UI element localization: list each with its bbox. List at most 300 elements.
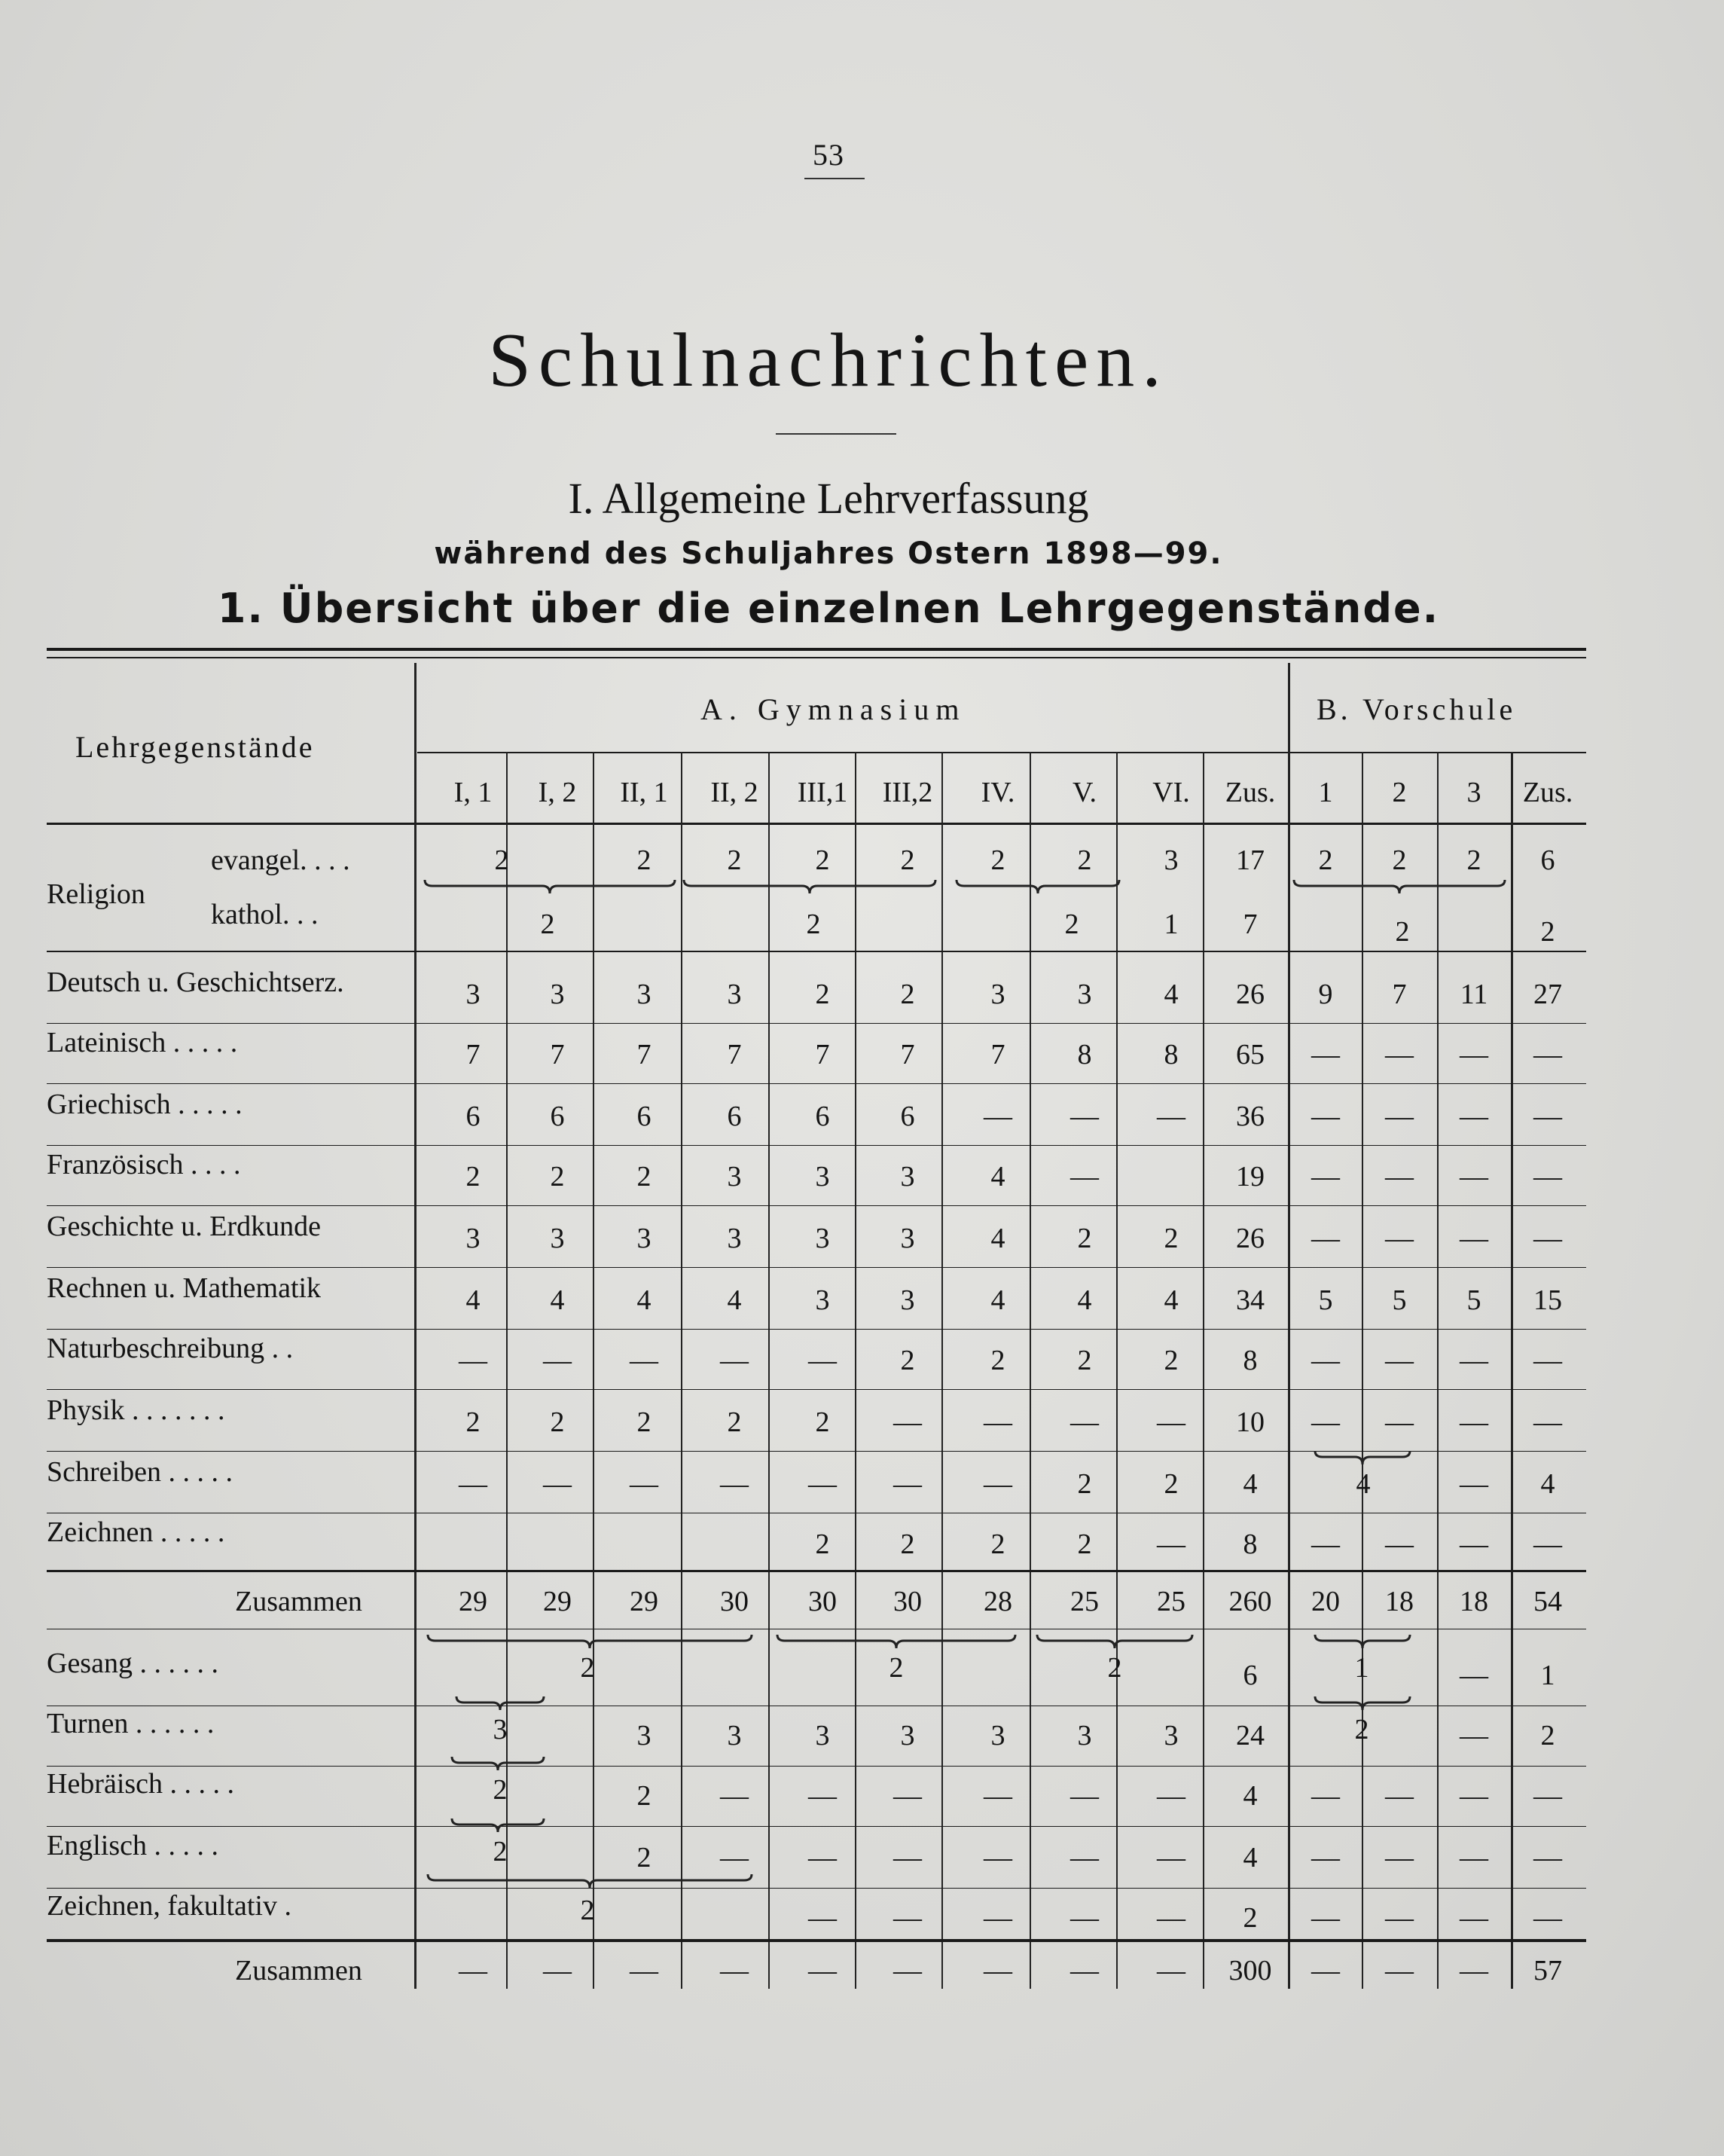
table-cell: — (808, 1842, 837, 1874)
table-cell: — (1311, 1902, 1340, 1934)
table-cell: 7 (1392, 979, 1407, 1010)
zusammen-cell: 18 (1460, 1586, 1488, 1617)
table-cell: 3 (550, 979, 565, 1010)
table-cell: — (543, 1468, 572, 1500)
column-header: 2 (1392, 777, 1407, 808)
table-cell: 6 (636, 1101, 651, 1132)
table-cell: 1 (1540, 1660, 1555, 1691)
brace-icon (426, 1873, 753, 1889)
table-cell: — (1460, 1902, 1488, 1934)
row-label: Naturbeschreibung . . (47, 1333, 294, 1364)
group-b-header: B. Vorschule (1317, 692, 1517, 726)
religion-label: Religion (47, 878, 145, 910)
table-cell: 2 (1077, 1528, 1092, 1560)
zusammen-cell: — (630, 1955, 658, 1987)
table-cell: — (1460, 1660, 1488, 1691)
table-cell: 3 (636, 979, 651, 1010)
turnen-combined-cell: 3 (493, 1714, 508, 1745)
table-cell: 3 (636, 1223, 651, 1254)
table-cell: — (1533, 1161, 1562, 1193)
row-label: Physik . . . . . . . (47, 1394, 225, 1426)
table-cell: 8 (1164, 1039, 1179, 1070)
subsection-title: 1. Übersicht über die einzelnen Lehrgegenstände. (217, 585, 1440, 632)
religion-evangel-cell: 2 (727, 844, 742, 876)
table-cell: 2 (550, 1406, 565, 1438)
row-label: Französisch . . . . (47, 1149, 241, 1180)
table-cell: — (1460, 1842, 1488, 1874)
hebraeisch-combined-cell: 2 (493, 1774, 508, 1806)
table-cell: — (1385, 1101, 1414, 1132)
table-cell: 6 (900, 1101, 915, 1132)
column-line (593, 752, 594, 1989)
table-cell: 26 (1236, 979, 1265, 1010)
table-cell: 8 (1243, 1345, 1258, 1376)
table-cell: 27 (1533, 979, 1562, 1010)
gesang-combined-cell: 1 (1354, 1652, 1369, 1684)
brace-icon (1314, 1449, 1411, 1466)
religion-kathol-cell: 7 (1243, 909, 1258, 940)
table-cell: 2 (1164, 1468, 1179, 1500)
column-line (1511, 752, 1513, 1989)
religion-evangel-cell: 2 (815, 844, 830, 876)
table-cell: — (984, 1780, 1012, 1812)
religion-kathol-cell: 2 (1540, 916, 1555, 948)
table-cell: — (893, 1406, 922, 1438)
table-cell: 2 (815, 1406, 830, 1438)
table-cell: 6 (550, 1101, 565, 1132)
table-cell: 3 (727, 1161, 742, 1193)
table-cell: — (1460, 1720, 1488, 1751)
table-cell: 2 (900, 1528, 915, 1560)
religion-kathol-label: kathol. . . (211, 899, 319, 930)
table-cell: — (1157, 1842, 1185, 1874)
table-cell: 65 (1236, 1039, 1265, 1070)
row-label: Englisch . . . . . (47, 1830, 218, 1861)
table-cell: — (1385, 1039, 1414, 1070)
table-cell: 26 (1236, 1223, 1265, 1254)
table-cell: 2 (1540, 1720, 1555, 1751)
table-cell: 2 (990, 1345, 1005, 1376)
table-cell: — (893, 1842, 922, 1874)
table-cell: 4 (1243, 1468, 1258, 1500)
table-cell: — (1385, 1345, 1414, 1376)
final-zusammen-rule (47, 1939, 1586, 1942)
englisch-combined-cell: 2 (493, 1836, 508, 1867)
table-cell: — (984, 1468, 1012, 1500)
row-rule (47, 1267, 1586, 1268)
gesang-combined-cell: 2 (1107, 1652, 1122, 1684)
brace-icon (1292, 878, 1506, 895)
column-header: VI. (1152, 777, 1190, 808)
table-cell: 7 (990, 1039, 1005, 1070)
table-cell: 4 (465, 1284, 481, 1316)
subject-header: Lehrgegenstände (75, 730, 315, 764)
table-cell: 2 (636, 1780, 651, 1812)
table-cell: — (1385, 1842, 1414, 1874)
religion-kathol-cell: 1 (1164, 909, 1179, 940)
table-cell: — (1385, 1780, 1414, 1812)
table-cell: 2 (465, 1161, 481, 1193)
row-rule (47, 1826, 1586, 1827)
turnen-combined-cell: 2 (1354, 1714, 1369, 1745)
table-cell: 3 (900, 1720, 915, 1751)
religion-evangel-cell: 6 (1540, 844, 1555, 876)
table-cell: — (1070, 1842, 1099, 1874)
table-cell: 6 (1243, 1660, 1258, 1691)
table-cell: 3 (815, 1223, 830, 1254)
table-cell: 3 (1164, 1720, 1179, 1751)
table-cell: 7 (465, 1039, 481, 1070)
table-cell: — (808, 1780, 837, 1812)
brace-icon (450, 1755, 545, 1772)
zusammen-cell: — (1070, 1955, 1099, 1987)
table-cell: — (893, 1780, 922, 1812)
brace-icon (955, 878, 1121, 895)
table-cell: 3 (815, 1720, 830, 1751)
table-cell: 36 (1236, 1101, 1265, 1132)
table-cell: 3 (900, 1284, 915, 1316)
table-cell: — (1157, 1406, 1185, 1438)
column-line (1030, 752, 1031, 1989)
column-header: 1 (1318, 777, 1333, 808)
table-cell: — (1385, 1223, 1414, 1254)
group-separator-line (1288, 663, 1290, 752)
table-cell: — (1460, 1101, 1488, 1132)
table-cell: 2 (1077, 1468, 1092, 1500)
table-cell: 6 (727, 1101, 742, 1132)
table-cell: — (893, 1902, 922, 1934)
section-subtitle: während des Schuljahres Ostern 1898—99. (434, 536, 1223, 571)
zusammen-label: Zusammen (235, 1955, 362, 1987)
brace-icon (1314, 1633, 1411, 1650)
column-header: I, 1 (453, 777, 493, 808)
zusammen-rule (47, 1570, 1586, 1572)
table-cell: 6 (815, 1101, 830, 1132)
column-header: II, 1 (620, 777, 668, 808)
document-title: Schulnachrichten. (488, 318, 1169, 403)
table-cell: 24 (1236, 1720, 1265, 1751)
table-cell: 4 (1540, 1468, 1555, 1500)
table-cell: 7 (900, 1039, 915, 1070)
table-cell: 4 (1243, 1842, 1258, 1874)
table-cell: 5 (1318, 1284, 1333, 1316)
table-cell: 4 (1077, 1284, 1092, 1316)
zusammen-cell: 30 (720, 1586, 749, 1617)
table-cell: 3 (815, 1284, 830, 1316)
row-rule (47, 1329, 1586, 1330)
table-cell: 15 (1533, 1284, 1562, 1316)
table-cell: 2 (990, 1528, 1005, 1560)
table-cell: — (1311, 1039, 1340, 1070)
table-cell: — (1311, 1780, 1340, 1812)
table-cell: — (984, 1902, 1012, 1934)
table-cell: — (1460, 1406, 1488, 1438)
column-header: I, 2 (538, 777, 577, 808)
brace-icon (423, 878, 676, 895)
table-cell: 4 (1164, 1284, 1179, 1316)
table-cell: — (1070, 1780, 1099, 1812)
brace-icon (776, 1633, 1017, 1650)
table-cell: 7 (815, 1039, 830, 1070)
column-line (768, 752, 770, 1989)
table-top-rule (47, 648, 1586, 651)
table-cell: — (1460, 1039, 1488, 1070)
table-cell: 4 (636, 1284, 651, 1316)
religion-evangel-cell: 2 (1466, 844, 1481, 876)
brace-icon (682, 878, 937, 895)
table-cell: 3 (990, 979, 1005, 1010)
table-cell: 3 (900, 1161, 915, 1193)
table-cell: — (984, 1101, 1012, 1132)
table-cell: — (720, 1345, 749, 1376)
table-cell: — (1460, 1161, 1488, 1193)
table-cell: — (1533, 1223, 1562, 1254)
religion-kathol-cell: 2 (1395, 916, 1410, 948)
table-cell: — (1311, 1345, 1340, 1376)
table-cell: 3 (636, 1720, 651, 1751)
zusammen-cell: — (1460, 1955, 1488, 1987)
table-cell: 3 (465, 979, 481, 1010)
column-header: III,2 (882, 777, 933, 808)
table-top-rule-thin (47, 657, 1586, 658)
row-label: Gesang . . . . . . (47, 1648, 218, 1679)
column-line (681, 752, 682, 1989)
table-cell: — (1070, 1406, 1099, 1438)
table-cell: — (1460, 1780, 1488, 1812)
zusammen-cell: 25 (1157, 1586, 1185, 1617)
row-rule (47, 951, 1586, 952)
table-cell: — (984, 1842, 1012, 1874)
zusammen-cell: — (1157, 1955, 1185, 1987)
zusammen-cell: — (720, 1955, 749, 1987)
table-cell: 4 (727, 1284, 742, 1316)
zusammen-cell: — (1385, 1955, 1414, 1987)
religion-evangel-cell: 2 (990, 844, 1005, 876)
column-line (941, 752, 943, 1989)
table-cell: — (1460, 1223, 1488, 1254)
table-cell: 2 (636, 1406, 651, 1438)
table-cell: — (1311, 1842, 1340, 1874)
religion-evangel-cell: 2 (1392, 844, 1407, 876)
column-line (1116, 752, 1118, 1989)
zusammen-cell: 29 (630, 1586, 658, 1617)
religion-evangel-cell: 2 (636, 844, 651, 876)
table-cell: 5 (1392, 1284, 1407, 1316)
table-cell: 3 (550, 1223, 565, 1254)
column-header: III,1 (797, 777, 848, 808)
table-cell: 2 (550, 1161, 565, 1193)
table-cell: — (1070, 1101, 1099, 1132)
row-label: Zeichnen . . . . . (47, 1516, 225, 1548)
gesang-combined-cell: 2 (580, 1652, 595, 1684)
row-rule (47, 1145, 1586, 1146)
table-cell: — (1070, 1161, 1099, 1193)
table-cell: 2 (636, 1161, 651, 1193)
column-header: Zus. (1522, 777, 1573, 808)
table-cell: — (1533, 1101, 1562, 1132)
row-rule (47, 1389, 1586, 1390)
table-cell: — (720, 1842, 749, 1874)
table-cell: — (808, 1345, 837, 1376)
table-cell: — (1385, 1902, 1414, 1934)
row-rule (47, 1766, 1586, 1767)
zusammen-cell: 30 (808, 1586, 837, 1617)
column-header: Zus. (1225, 777, 1276, 808)
column-header: IV. (981, 777, 1015, 808)
table-cell: 3 (465, 1223, 481, 1254)
title-rule (776, 433, 896, 435)
column-line (1203, 752, 1204, 1989)
table-cell: 4 (1164, 979, 1179, 1010)
brace-icon (455, 1695, 545, 1712)
zusammen-cell: 18 (1385, 1586, 1414, 1617)
table-cell: 2 (727, 1406, 742, 1438)
table-cell: 2 (815, 979, 830, 1010)
table-cell: — (1311, 1528, 1340, 1560)
table-cell: — (630, 1345, 658, 1376)
table-cell: — (1070, 1902, 1099, 1934)
table-cell: 10 (1236, 1406, 1265, 1438)
religion-kathol-cell: 2 (540, 909, 555, 940)
table-cell: — (1385, 1406, 1414, 1438)
table-cell: 2 (1077, 1223, 1092, 1254)
table-cell: 6 (465, 1101, 481, 1132)
table-cell: 3 (727, 1223, 742, 1254)
table-cell: — (1533, 1406, 1562, 1438)
table-cell: 2 (636, 1842, 651, 1874)
zusammen-cell: 30 (893, 1586, 922, 1617)
table-cell: — (1157, 1101, 1185, 1132)
table-cell: 4 (550, 1284, 565, 1316)
religion-evangel-cell: 3 (1164, 844, 1179, 876)
zusammen-cell: — (543, 1955, 572, 1987)
row-label: Zeichnen, fakultativ . (47, 1890, 291, 1922)
table-cell: 3 (727, 979, 742, 1010)
table-cell: 8 (1243, 1528, 1258, 1560)
table-cell: 8 (1077, 1039, 1092, 1070)
table-cell: — (1311, 1161, 1340, 1193)
table-cell: — (720, 1780, 749, 1812)
column-line (855, 752, 856, 1989)
table-cell: — (1460, 1345, 1488, 1376)
zusammen-cell: 300 (1228, 1955, 1272, 1987)
table-cell: — (893, 1468, 922, 1500)
column-line (1362, 752, 1363, 1989)
table-cell: 7 (727, 1039, 742, 1070)
table-cell: — (1311, 1223, 1340, 1254)
table-cell: — (459, 1468, 487, 1500)
table-cell: 11 (1460, 979, 1488, 1010)
table-cell: — (1157, 1528, 1185, 1560)
table-cell: — (808, 1468, 837, 1500)
zusammen-cell: — (808, 1955, 837, 1987)
column-line (1437, 752, 1439, 1989)
column-header: II, 2 (710, 777, 758, 808)
brace-icon (1036, 1633, 1194, 1650)
table-cell: — (630, 1468, 658, 1500)
table-cell: — (984, 1406, 1012, 1438)
table-cell: — (1385, 1528, 1414, 1560)
table-cell: 7 (636, 1039, 651, 1070)
religion-evangel-cell: 2 (1318, 844, 1333, 876)
religion-evangel-cell: 2 (1077, 844, 1092, 876)
table-cell: 3 (815, 1161, 830, 1193)
table-cell: — (1385, 1161, 1414, 1193)
religion-kathol-cell: 2 (806, 909, 821, 940)
table-cell: 4 (990, 1284, 1005, 1316)
zusammen-cell: 29 (459, 1586, 487, 1617)
table-cell: 3 (727, 1720, 742, 1751)
gesang-combined-cell: 2 (889, 1652, 904, 1684)
zusammen-cell: 57 (1533, 1955, 1562, 1987)
religion-evangel-cell: 17 (1236, 844, 1265, 876)
table-cell: 7 (550, 1039, 565, 1070)
row-label: Griechisch . . . . . (47, 1089, 243, 1120)
table-cell: 2 (900, 979, 915, 1010)
table-cell: 4 (1243, 1780, 1258, 1812)
table-cell: — (1460, 1528, 1488, 1560)
table-cell: — (1533, 1902, 1562, 1934)
row-label: Geschichte u. Erdkunde (47, 1211, 322, 1242)
brace-icon (426, 1633, 753, 1650)
zusammen-cell: — (459, 1955, 487, 1987)
zusammen-cell: — (1311, 1955, 1340, 1987)
row-rule (47, 1205, 1586, 1206)
table-cell: 2 (1164, 1223, 1179, 1254)
zusammen-cell: 20 (1311, 1586, 1340, 1617)
table-cell: — (1460, 1468, 1488, 1500)
table-cell: 2 (1077, 1345, 1092, 1376)
row-label: Turnen . . . . . . (47, 1708, 215, 1739)
table-cell: — (1533, 1528, 1562, 1560)
table-cell: 3 (1077, 1720, 1092, 1751)
table-cell: 2 (465, 1406, 481, 1438)
zusammen-cell: 54 (1533, 1586, 1562, 1617)
table-cell: 2 (900, 1345, 915, 1376)
table-cell: 4 (990, 1161, 1005, 1193)
zusammen-label: Zusammen (235, 1586, 362, 1617)
row-label: Schreiben . . . . . (47, 1456, 233, 1488)
table-cell: 9 (1318, 979, 1333, 1010)
table-cell: — (1157, 1902, 1185, 1934)
table-cell: 34 (1236, 1284, 1265, 1316)
header-bottom-rule (47, 823, 1586, 825)
table-cell: 19 (1236, 1161, 1265, 1193)
table-cell: — (1311, 1101, 1340, 1132)
row-rule (47, 1888, 1586, 1889)
row-label: Deutsch u. Geschichtserz. (47, 967, 344, 998)
table-cell: — (720, 1468, 749, 1500)
table-cell: — (1533, 1842, 1562, 1874)
table-cell: 3 (990, 1720, 1005, 1751)
table-cell: 3 (900, 1223, 915, 1254)
religion-evangel-cell: 2 (494, 844, 509, 876)
group-a-header: A. Gymnasium (700, 692, 966, 726)
table-cell: — (808, 1902, 837, 1934)
table-cell: — (1533, 1345, 1562, 1376)
table-cell: — (1533, 1780, 1562, 1812)
section-title: I. Allgemeine Lehrverfassung (568, 474, 1089, 523)
row-label: Hebräisch . . . . . (47, 1768, 235, 1800)
brace-icon (1314, 1695, 1411, 1712)
zusammen-cell: — (893, 1955, 922, 1987)
row-label: Rechnen u. Mathematik (47, 1272, 322, 1304)
religion-kathol-cell: 2 (1064, 909, 1079, 940)
column-header: 3 (1466, 777, 1481, 808)
schreiben-combined-cell: 4 (1356, 1468, 1371, 1500)
table-cell: 3 (1077, 979, 1092, 1010)
religion-evangel-label: evangel. . . . (211, 844, 350, 876)
